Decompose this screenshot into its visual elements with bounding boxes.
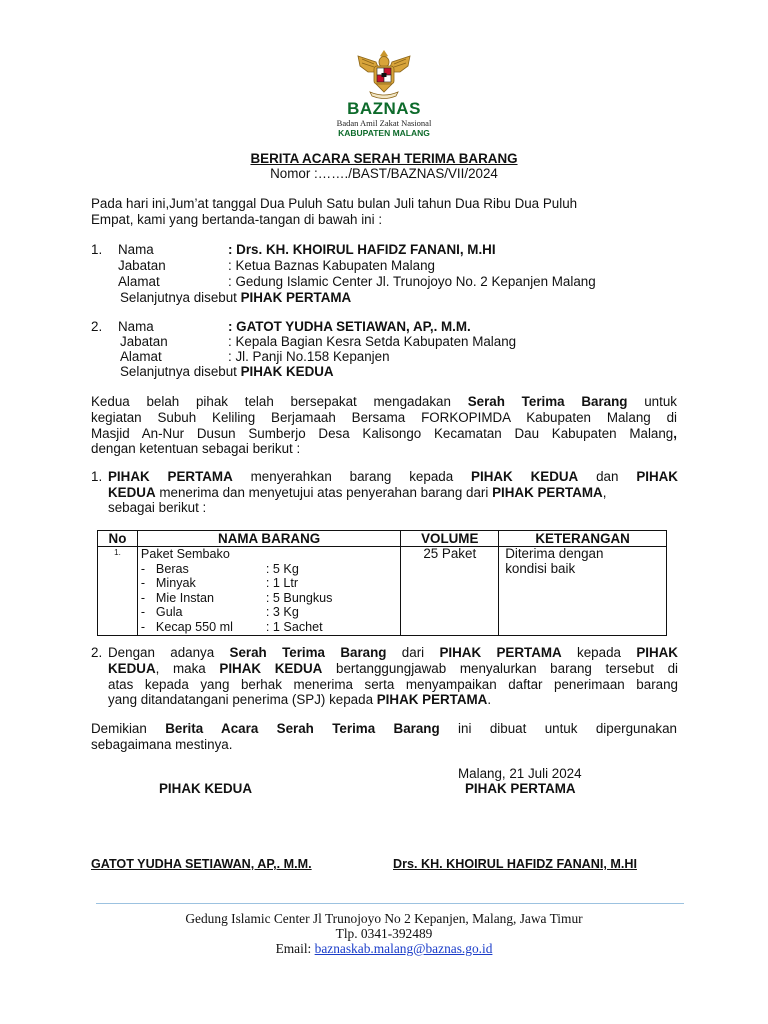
left-signatory-name: GATOT YUDHA SETIAWAN, AP,. M.M. [91,857,312,871]
org-full-name: Badan Amil Zakat Nasional [336,118,432,128]
agreement-line-2: kegiatan Subuh Keliling Berjamaah Bersama FORKOPIMDA Kabupaten Malang di [91,410,677,425]
point2-text: yang ditandatangani penerima (SPJ) kepada [108,692,377,707]
point2-text: bertanggungjawab menyalurkan barang tersebut di [322,661,678,676]
closing-line-2: sebagaimana mestinya. [91,737,233,752]
item-quantity: : 1 Ltr [265,576,299,591]
org-name: BAZNAS [347,99,421,118]
row-volume: 25 Paket [401,547,499,636]
point1-text: dan [578,469,637,484]
table-row [98,547,667,636]
place-date: Malang, 21 Juli 2024 [458,766,582,781]
party2-alamat-value: : Jl. Panji No.158 Kepanjen [228,349,390,364]
party1-alamat-label: Alamat [118,274,160,289]
list-bullet: - [140,590,146,605]
column-header-keterangan: KETERANGAN [499,531,667,547]
right-signatory-role: PIHAK PERTAMA [465,781,576,796]
agreement-text: Masjid An-Nur Dusun Sumberjo Desa Kalisongo Kecamatan Dau Kabupaten Malang [91,426,674,441]
closing-bold: Berita Acara Serah Terima Barang [165,721,440,736]
row-number: 1. [98,547,138,636]
party1-nama-value: : Drs. KH. KHOIRUL HAFIDZ FANANI, M.HI [228,242,496,257]
party1-jabatan-value: : Ketua Baznas Kabupaten Malang [228,258,435,273]
point1-bold: PIHAK [636,469,678,484]
intro-line-2: Empat, kami yang bertanda-tangan di bawah ini : [91,212,383,227]
point1-bold: PIHAK PERTAMA [108,469,233,484]
list-item [141,562,400,577]
footer-email-label: Email: [275,941,315,956]
list-bullet: - [140,619,146,634]
keterangan-line-2: kondisi baik [505,560,576,576]
item-quantity: : 5 Bungkus [265,590,333,605]
footer-email [0,941,768,957]
list-bullet: - [140,561,146,576]
item-list [141,562,400,635]
closing-line-1 [91,721,677,737]
item-quantity: : 1 Sachet [265,619,323,634]
point2-bold: PIHAK PERTAMA [376,692,488,707]
document-number: Nomor :……./BAST/BAZNAS/VII/2024 [270,166,498,181]
point2-text: dari [386,645,440,660]
point1-bold: PIHAK PERTAMA [492,485,603,500]
point2-bold: PIHAK KEDUA [219,661,323,676]
agreement-bold: Serah Terima Barang [467,394,628,409]
document-title: BERITA ACARA SERAH TERIMA BARANG [250,151,518,166]
point1-text: menerima dan menyetujui atas penyerahan barang dari [155,485,493,500]
agreement-text: Kedua belah pihak telah bersepakat mengadakan [91,394,468,409]
list-item [141,576,400,591]
column-header-volume: VOLUME [401,531,499,547]
item-name: Mie Instan [155,590,215,605]
point1-number: 1. [91,469,103,484]
point2-number: 2. [91,645,103,660]
point2-bold: Serah Terima Barang [229,645,387,660]
row-items-cell [137,547,400,636]
point1-text: , [602,485,607,500]
item-name: Gula [155,605,183,620]
point1-line-3: sebagai berikut : [108,500,207,515]
list-item [141,605,400,620]
point2-line-2 [108,661,678,677]
point2-text: Dengan adanya [108,645,230,660]
agreement-line-4: dengan ketentuan sebagai berikut : [91,441,301,456]
party1-designation [120,290,351,306]
point2-line-1 [108,645,678,661]
item-name: Minyak [155,576,196,591]
list-item [141,620,400,635]
item-quantity: : 3 Kg [265,605,299,620]
intro-line-1: Pada hari ini,Jum’at tanggal Dua Puluh Satu bulan Juli tahun Dua Ribu Dua Puluh [91,196,578,211]
table-header-row [98,531,667,547]
footer-divider [96,903,684,904]
closing-text: Demikian [91,721,166,736]
point1-bold: PIHAK KEDUA [471,469,579,484]
point1-line-1 [108,469,678,485]
party2-nama-value: : GATOT YUDHA SETIAWAN, AP,. M.M. [228,319,471,334]
column-header-nama-barang: NAMA BARANG [137,531,400,547]
party2-number: 2. [91,319,103,334]
item-quantity: : 5 Kg [265,561,299,576]
agreement-text: untuk [627,394,677,409]
party1-jabatan-label: Jabatan [118,258,166,273]
point2-text: . [487,692,492,707]
item-name: Beras [155,561,189,576]
list-bullet: - [140,605,146,620]
agreement-bold: , [673,426,677,441]
party2-alamat-label: Alamat [120,349,162,364]
brand-block [300,100,468,139]
agreement-line-3 [91,426,677,442]
items-table [97,530,667,636]
point1-text: menyerahkan barang kepada [232,469,472,484]
party1-alamat-value: : Gedung Islamic Center Jl. Trunojoyo No. 2 Kepanjen Malang [228,274,596,289]
agreement-line-1 [91,394,677,410]
party2-jabatan-value: : Kepala Bagian Kesra Setda Kabupaten Malang [228,334,517,349]
point2-text: , maka [155,661,220,676]
footer-address: Gedung Islamic Center Jl Trunojoyo No 2 Kepanjen, Malang, Jawa Timur [185,911,583,926]
party1-number: 1. [91,242,103,257]
party2-jabatan-label: Jabatan [120,334,168,349]
point2-line-3: atas kepada yang berhak menerima serta menyampaikan daftar penerimaan barang [108,677,678,692]
closing-text: ini dibuat untuk dipergunakan [439,721,677,736]
item-name: Kecap 550 ml [155,619,233,634]
keterangan-line-1: Diterima dengan [505,546,604,561]
list-item [141,591,400,606]
point2-text: kepada [561,645,637,660]
party2-designation-text: Selanjutnya disebut [120,364,241,379]
point2-line-4 [108,692,678,708]
point2-bold: KEDUA [108,661,156,676]
garuda-emblem-icon [354,46,414,102]
party1-designation-name: PIHAK PERTAMA [240,290,352,305]
email-link[interactable]: baznaskab.malang@baznas.go.id [314,941,493,956]
point1-line-2 [108,485,678,501]
list-bullet: - [140,576,146,591]
package-name: Paket Sembako [140,547,230,561]
column-header-no: No [98,531,138,547]
footer-phone: Tlp. 0341-392489 [335,926,433,941]
party1-nama-label: Nama [118,242,154,257]
left-signatory-role: PIHAK KEDUA [159,781,252,796]
party1-designation-text: Selanjutnya disebut [120,290,241,305]
right-signatory-name: Drs. KH. KHOIRUL HAFIDZ FANANI, M.HI [393,857,637,871]
point2-bold: PIHAK [636,645,678,660]
row-keterangan [499,547,667,636]
party2-designation-name: PIHAK KEDUA [240,364,334,379]
point1-bold: KEDUA [108,485,156,500]
org-region: KABUPATEN MALANG [338,128,430,138]
point2-bold: PIHAK PERTAMA [439,645,562,660]
party2-nama-label: Nama [118,319,154,334]
party2-designation [120,364,334,380]
